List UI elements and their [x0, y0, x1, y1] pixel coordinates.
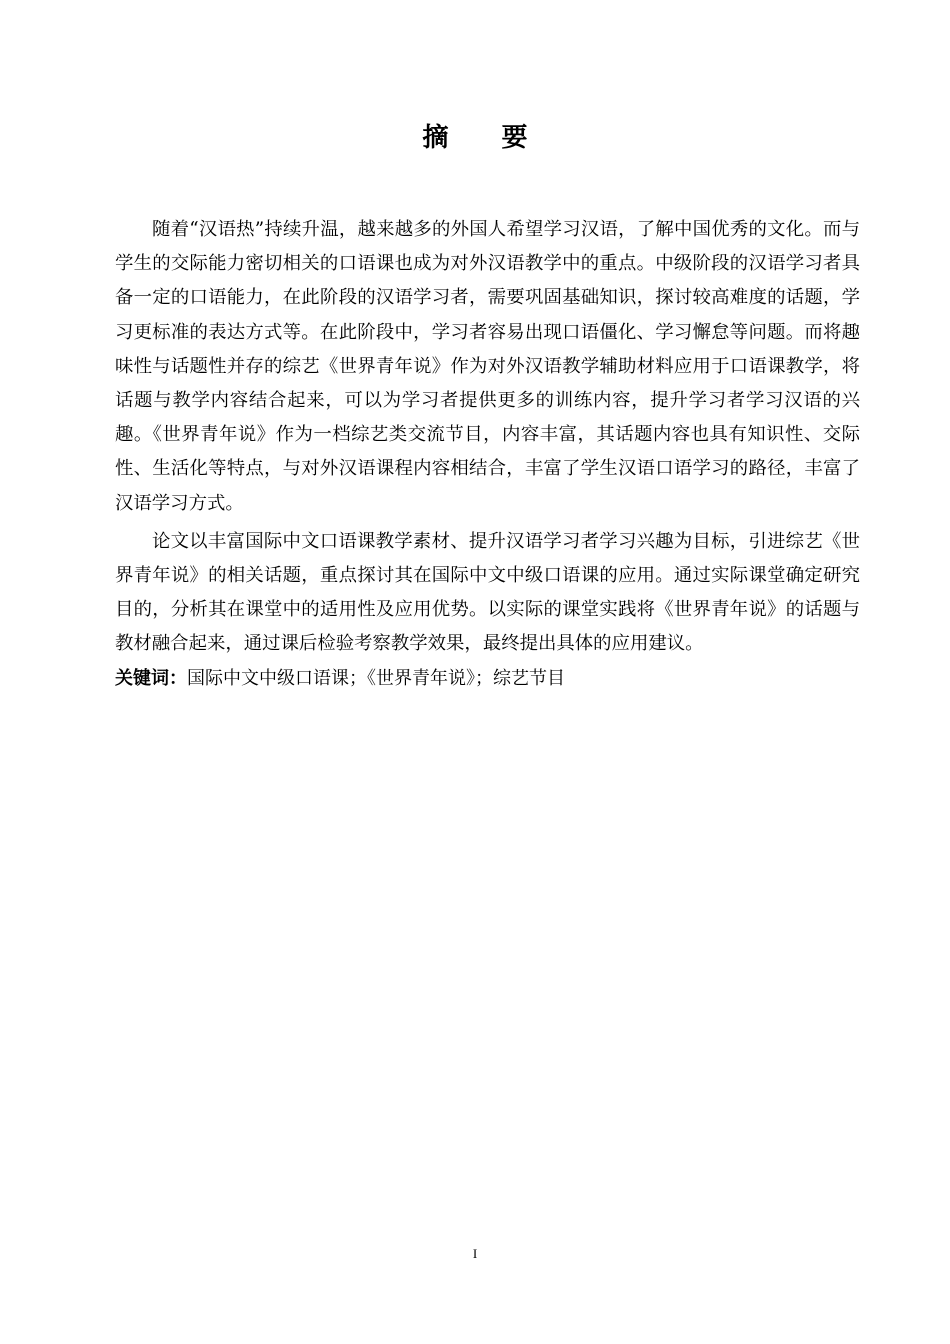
- abstract-paragraph-1: 随着“汉语热”持续升温，越来越多的外国人希望学习汉语，了解中国优秀的文化。而与学生的交际能力密切相关的口语课也成为对外汉语教学中的重点。中级阶段的汉语学习者具备一定的口语能力，在此阶段的汉语学习者，需要巩固基础知识，探讨较高难度的话题，学习更标准的表达方式等。在此阶段中，学习者容易出现口语僵化、学习懈怠等问题。而将趣味性与话题性并存的综艺《世界青年说》作为对外汉语教学辅助材料应用于口语课教学，将话题与教学内容结合起来，可以为学习者提供更多的训练内容，提升学习者学习汉语的兴趣。《世界青年说》作为一档综艺类交流节目，内容丰富，其话题内容也具有知识性、交际性、生活化等特点，与对外汉语课程内容相结合，丰富了学生汉语口语学习的路径，丰富了汉语学习方式。: [115, 219, 860, 514]
- abstract-body: [115, 213, 860, 696]
- keywords-label: 关键词：: [115, 667, 187, 689]
- page-number: I: [472, 1246, 478, 1261]
- keywords-line: [115, 662, 860, 696]
- page-title: 摘 要: [422, 123, 550, 153]
- abstract-paragraph-2: 论文以丰富国际中文口语课教学素材、提升汉语学习者学习兴趣为目标，引进综艺《世界青年说》的相关话题，重点探讨其在国际中文中级口语课的应用。通过实际课堂确定研究目的，分析其在课堂中的适用性及应用优势。以实际的课堂实践将《世界青年说》的话题与教材融合起来，通过课后检验考察教学效果，最终提出具体的应用建议。: [115, 530, 860, 655]
- keywords-value: 国际中文中级口语课；《世界青年说》；综艺节目: [187, 667, 565, 689]
